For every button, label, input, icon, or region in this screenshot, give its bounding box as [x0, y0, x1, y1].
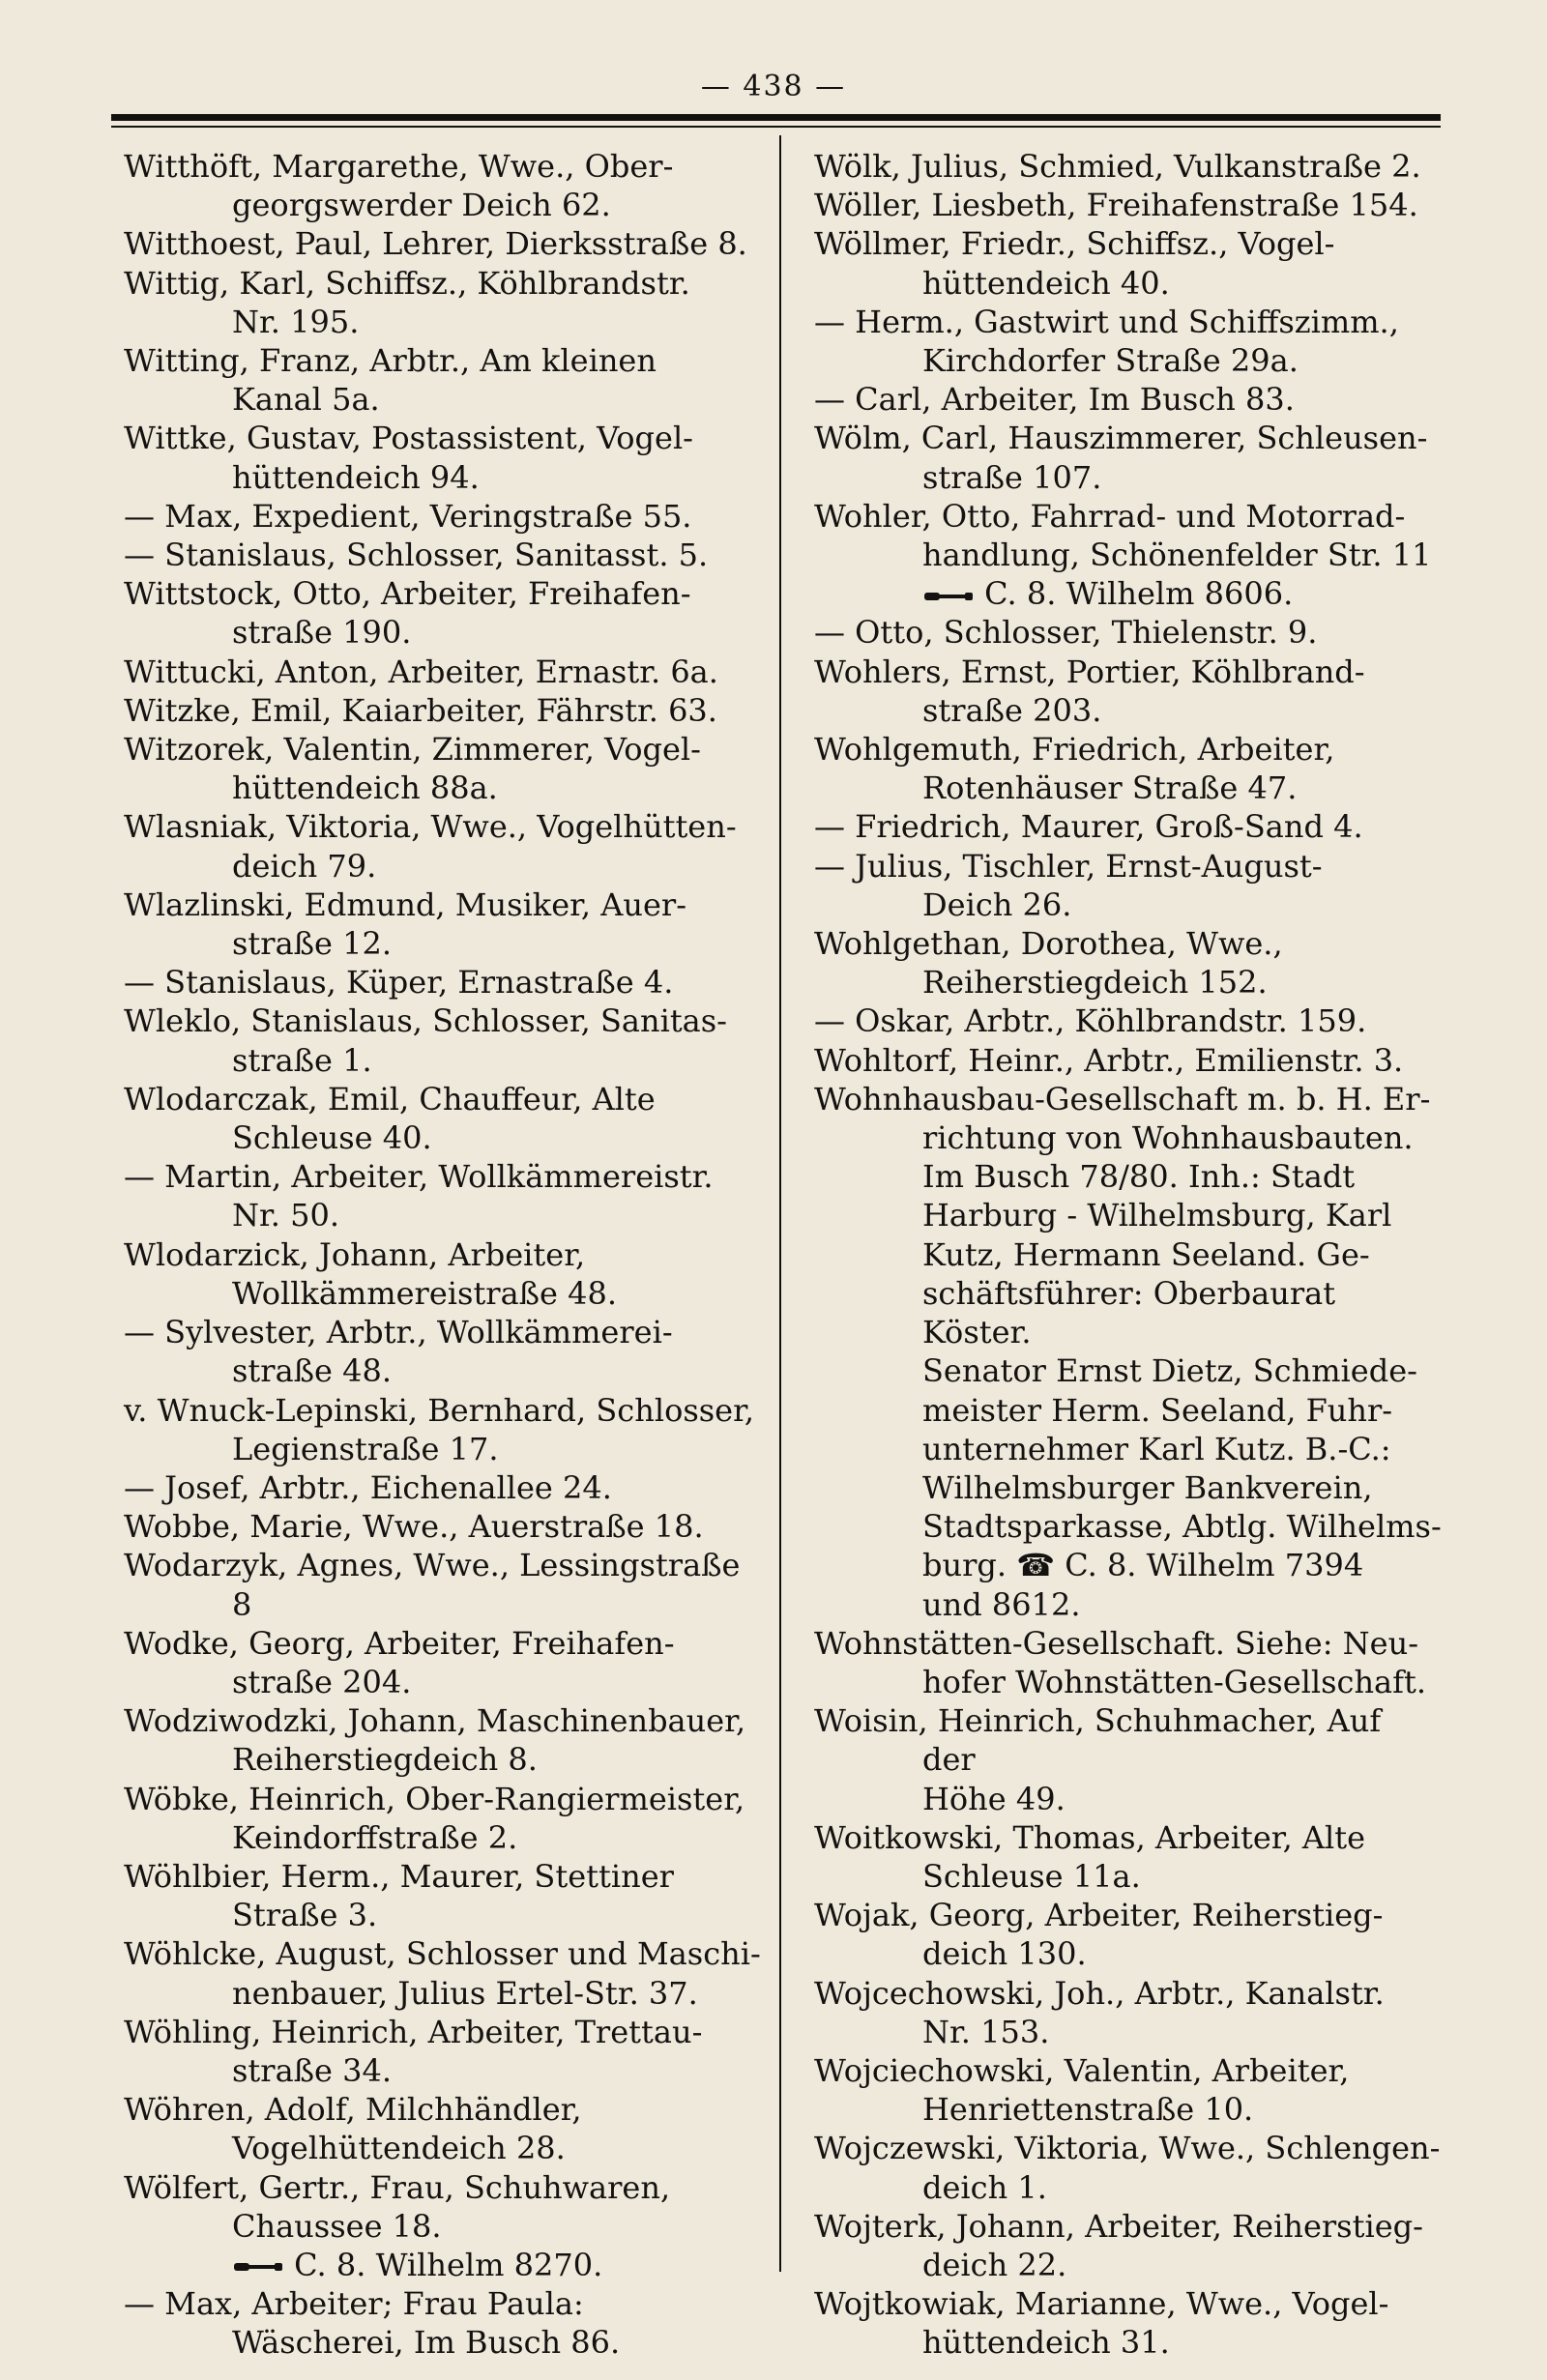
header-rule-thin: [111, 126, 1441, 128]
entry-line: Chaussee 18.: [232, 2207, 442, 2245]
entry-line: straße 203.: [922, 691, 1102, 729]
entry-line: Wölfert, Gertr., Frau, Schuhwaren,: [124, 2168, 671, 2206]
directory-entry: [124, 1780, 767, 1857]
entry-line: Straße 3.: [232, 1897, 378, 1934]
directory-entry: [814, 2129, 1443, 2206]
directory-entry: [814, 2207, 1443, 2284]
entry-line: Wohnstätten-Gesellschaft. Siehe: Neu-: [814, 1624, 1418, 1662]
directory-entry: [814, 1001, 1443, 1040]
entry-line: Legienstraße 17.: [232, 1430, 499, 1467]
entry-line: Wittucki, Anton, Arbeiter, Ernastr. 6a.: [124, 653, 718, 690]
entry-line: C. 8. Wilhelm 8270.: [284, 2246, 603, 2283]
entry-line: — Stanislaus, Küper, Ernastraße 4.: [124, 964, 674, 1001]
directory-entry: [814, 1080, 1443, 1624]
column-divider: [779, 135, 781, 2272]
entry-line: Witzorek, Valentin, Zimmerer, Vogel-: [124, 731, 701, 769]
entry-line: Wojtkowiak, Marianne, Wwe., Vogel-: [814, 2285, 1389, 2323]
entry-line: hüttendeich 94.: [232, 458, 480, 496]
directory-entry: [124, 963, 767, 1001]
entry-line: — Oskar, Arbtr., Köhlbrandstr. 159.: [814, 1002, 1367, 1040]
entry-line: deich 130.: [922, 1935, 1087, 1973]
directory-entry: [124, 341, 767, 419]
directory-entry: [124, 1001, 767, 1079]
entry-line: Wittke, Gustav, Postassistent, Vogel-: [124, 420, 693, 457]
entry-line: Wohltorf, Heinr., Arbtr., Emilienstr. 3.: [814, 1041, 1404, 1079]
directory-entry: [814, 1974, 1443, 2051]
entry-line: Witthoest, Paul, Lehrer, Dierksstraße 8.: [124, 225, 747, 263]
directory-entry: [814, 186, 1443, 224]
entry-line: unternehmer Karl Kutz. B.-C.:: [922, 1430, 1391, 1467]
entry-line: hüttendeich 31.: [922, 2324, 1170, 2362]
directory-entry: [814, 730, 1443, 807]
directory-entry: [814, 147, 1443, 186]
entry-line: Wojterk, Johann, Arbeiter, Reiherstieg-: [814, 2207, 1423, 2245]
entry-line: — Otto, Schlosser, Thielenstr. 9.: [814, 614, 1318, 652]
entry-line: Nr. 153.: [922, 2013, 1050, 2050]
entry-line: Vogelhüttendeich 28.: [232, 2130, 566, 2167]
entry-line: handlung, Schönenfelder Str. 11: [922, 537, 1432, 574]
directory-entry: [124, 224, 767, 263]
telephone-icon: [232, 2260, 284, 2274]
directory-entry: [124, 1157, 767, 1234]
entry-line: Wojcechowski, Joh., Arbtr., Kanalstr.: [814, 1974, 1385, 2012]
entry-line: C. 8. Wilhelm 8606.: [975, 575, 1294, 613]
directory-entry: [124, 419, 767, 496]
directory-entry: [814, 1624, 1443, 1701]
telephone-icon: [922, 590, 975, 603]
entry-line: straße 190.: [232, 614, 412, 652]
directory-entry: [124, 536, 767, 574]
entry-line: Witting, Franz, Arbtr., Am kleinen: [124, 342, 657, 380]
entry-line: Wojak, Georg, Arbeiter, Reiherstieg-: [814, 1897, 1384, 1934]
entry-line: Wittig, Karl, Schiffsz., Köhlbrandstr.: [124, 264, 690, 302]
entry-line: hüttendeich 40.: [922, 264, 1170, 302]
entry-line: Wlodarzick, Johann, Arbeiter,: [124, 1235, 586, 1273]
page-number: — 438 —: [700, 70, 847, 103]
entry-line: Witzke, Emil, Kaiarbeiter, Fährstr. 63.: [124, 691, 717, 729]
entry-line: straße 204.: [232, 1663, 412, 1700]
directory-entry: [814, 1818, 1443, 1896]
directory-entry: [814, 303, 1443, 380]
directory-entry: [814, 653, 1443, 730]
entry-line: — Max, Arbeiter; Frau Paula:: [124, 2285, 584, 2323]
entry-line: Wleklo, Stanislaus, Schlosser, Sanitas-: [124, 1002, 727, 1040]
entry-line: Wittstock, Otto, Arbeiter, Freihafen-: [124, 575, 691, 613]
directory-entry: [124, 497, 767, 536]
directory-entry: [124, 1468, 767, 1507]
entry-line: Wölm, Carl, Hauszimmerer, Schleusen-: [814, 420, 1428, 457]
entry-line: hofer Wohnstätten-Gesellschaft.: [922, 1663, 1426, 1700]
entry-line: nenbauer, Julius Ertel-Str. 37.: [232, 1974, 698, 2012]
entry-line: — Max, Expedient, Veringstraße 55.: [124, 497, 692, 535]
entry-line: Harburg - Wilhelmsburg, Karl: [922, 1197, 1392, 1234]
entry-line: Wobbe, Marie, Wwe., Auerstraße 18.: [124, 1508, 704, 1546]
directory-entry: [124, 574, 767, 652]
directory-entry: [814, 380, 1443, 419]
entry-line: Wöllmer, Friedr., Schiffsz., Vogel-: [814, 225, 1335, 263]
entry-line: straße 12.: [232, 925, 393, 963]
entry-line: Wohnhausbau-Gesellschaft m. b. H. Er-: [814, 1080, 1431, 1117]
entry-line: Wölk, Julius, Schmied, Vulkanstraße 2.: [814, 148, 1421, 185]
directory-entry: [814, 419, 1443, 496]
entry-line: Wlodarczak, Emil, Chauffeur, Alte: [124, 1080, 656, 1117]
directory-entry: [124, 1507, 767, 1546]
entry-line: Nr. 50.: [232, 1197, 340, 1234]
directory-entry: [814, 613, 1443, 652]
directory-entry: [124, 147, 767, 224]
entry-line: Kutz, Hermann Seeland. Ge-: [922, 1235, 1370, 1273]
entry-line: Wäscherei, Im Busch 86.: [232, 2324, 621, 2362]
entry-line: meister Herm. Seeland, Fuhr-: [922, 1391, 1393, 1429]
directory-entry: [124, 730, 767, 807]
entry-line: schäftsführer: Oberbaurat Köster.: [922, 1274, 1346, 1351]
directory-entry: [124, 691, 767, 730]
entry-line: Wlasniak, Viktoria, Wwe., Vogelhütten-: [124, 808, 737, 846]
entry-line: Woitkowski, Thomas, Arbeiter, Alte: [814, 1818, 1366, 1856]
entry-line: Wodke, Georg, Arbeiter, Freihafen-: [124, 1624, 675, 1662]
entry-line: Wollkämmereistraße 48.: [232, 1274, 618, 1312]
directory-entry: [124, 653, 767, 691]
entry-line: richtung von Wohnhausbauten.: [922, 1119, 1414, 1157]
directory-entry: [814, 847, 1443, 924]
directory-entry: [124, 1701, 767, 1779]
directory-entry: [124, 1235, 767, 1313]
entry-line: Wöhlbier, Herm., Maurer, Stettiner: [124, 1857, 674, 1895]
entry-line: Senator Ernst Dietz, Schmiede-: [922, 1352, 1417, 1390]
entry-line: Woisin, Heinrich, Schuhmacher, Auf der: [814, 1702, 1391, 1779]
entry-line: Wohlers, Ernst, Portier, Köhlbrand-: [814, 653, 1365, 690]
entry-line: straße 1.: [232, 1041, 372, 1079]
directory-entry: [814, 224, 1443, 302]
entry-line: Schleuse 40.: [232, 1119, 432, 1157]
entry-line: — Julius, Tischler, Ernst-August-: [814, 847, 1323, 885]
entry-line: burg. ☎ C. 8. Wilhelm 7394: [922, 1547, 1364, 1584]
entry-line: Wohler, Otto, Fahrrad- und Motorrad-: [814, 497, 1406, 535]
entry-line: Stadtsparkasse, Abtlg. Wilhelms-: [922, 1508, 1442, 1546]
entry-line: — Stanislaus, Schlosser, Sanitasst. 5.: [124, 537, 709, 574]
entry-line: — Herm., Gastwirt und Schiffszimm.,: [814, 303, 1399, 340]
directory-entry: [124, 807, 767, 885]
entry-line: Henriettenstraße 10.: [922, 2091, 1254, 2129]
directory-entry: [814, 2284, 1443, 2362]
entry-line: Wöhlcke, August, Schlosser und Maschi-: [124, 1935, 761, 1973]
entry-line: Höhe 49.: [922, 1780, 1065, 1817]
entry-line: Wlazlinski, Edmund, Musiker, Auer-: [124, 885, 687, 923]
entry-line: Reiherstiegdeich 152.: [922, 964, 1268, 1001]
directory-entry: [814, 497, 1443, 614]
entry-line: — Martin, Arbeiter, Wollkämmereistr.: [124, 1158, 714, 1196]
directory-entry: [124, 2013, 767, 2090]
entry-line: Wodziwodzki, Johann, Maschinenbauer,: [124, 1702, 746, 1740]
directory-entry: [124, 2284, 767, 2362]
entry-line: Keindorffstraße 2.: [232, 1818, 518, 1856]
entry-line: Witthöft, Margarethe, Wwe., Ober-: [124, 148, 674, 185]
right-column: [814, 147, 1443, 2363]
directory-entry: [124, 1546, 767, 1623]
entry-line: Deich 26.: [922, 885, 1072, 923]
directory-entry: [124, 2090, 767, 2167]
entry-line: Kirchdorfer Straße 29a.: [922, 342, 1299, 380]
directory-entry: [124, 885, 767, 963]
directory-entry: [814, 807, 1443, 846]
entry-line: Kanal 5a.: [232, 381, 380, 419]
entry-line: — Sylvester, Arbtr., Wollkämmerei-: [124, 1314, 673, 1351]
entry-line: straße 107.: [922, 458, 1102, 496]
entry-line: deich 1.: [922, 2168, 1047, 2206]
entry-line: — Josef, Arbtr., Eichenallee 24.: [124, 1468, 612, 1506]
directory-entry: [124, 2168, 767, 2285]
directory-entry: [814, 1896, 1443, 1973]
entry-line: Rotenhäuser Straße 47.: [922, 769, 1298, 807]
entry-line: Wöhren, Adolf, Milchhändler,: [124, 2091, 582, 2129]
directory-entry: [814, 2051, 1443, 2129]
entry-line: georgswerder Deich 62.: [232, 187, 611, 224]
entry-line: straße 34.: [232, 2051, 393, 2089]
entry-line: Wilhelmsburger Bankverein,: [922, 1468, 1373, 1506]
entry-line: deich 22.: [922, 2246, 1067, 2283]
directory-entry: [124, 1080, 767, 1157]
entry-line: hüttendeich 88a.: [232, 769, 498, 807]
directory-entry: [124, 1391, 767, 1468]
entry-line: deich 79.: [232, 847, 377, 885]
entry-line: Nr. 195.: [232, 303, 360, 340]
directory-entry: [124, 1934, 767, 2012]
entry-line: Wöller, Liesbeth, Freihafenstraße 154.: [814, 187, 1418, 224]
entry-line: Im Busch 78/80. Inh.: Stadt: [922, 1158, 1356, 1196]
entry-line: Wohlgethan, Dorothea, Wwe.,: [814, 925, 1283, 963]
entry-line: Wöhling, Heinrich, Arbeiter, Trettau-: [124, 2013, 703, 2050]
entry-line: Wojciechowski, Valentin, Arbeiter,: [814, 2051, 1350, 2089]
entry-line: Wöbke, Heinrich, Ober-Rangiermeister,: [124, 1780, 745, 1817]
directory-entry: [814, 924, 1443, 1001]
entry-line: und 8612.: [922, 1585, 1081, 1623]
entry-line: straße 48.: [232, 1352, 393, 1390]
entry-line: — Friedrich, Maurer, Groß-Sand 4.: [814, 808, 1363, 846]
entry-line: Schleuse 11a.: [922, 1857, 1141, 1895]
directory-entry: [814, 1041, 1443, 1080]
entry-line: Wohlgemuth, Friedrich, Arbeiter,: [814, 731, 1335, 769]
entry-line: Wodarzyk, Agnes, Wwe., Lessingstraße 8: [124, 1547, 750, 1623]
directory-entry: [814, 1701, 1443, 1818]
header-rule-thick: [111, 114, 1441, 121]
directory-entry: [124, 264, 767, 341]
left-column: [124, 147, 767, 2363]
directory-entry: [124, 1857, 767, 1934]
entry-line: — Carl, Arbeiter, Im Busch 83.: [814, 381, 1295, 419]
entry-line: v. Wnuck-Lepinski, Bernhard, Schlosser,: [124, 1391, 755, 1429]
directory-entry: [124, 1313, 767, 1390]
entry-line: Wojczewski, Viktoria, Wwe., Schlengen-: [814, 2130, 1441, 2167]
directory-entry: [124, 1624, 767, 1701]
entry-line: Reiherstiegdeich 8.: [232, 1741, 538, 1779]
